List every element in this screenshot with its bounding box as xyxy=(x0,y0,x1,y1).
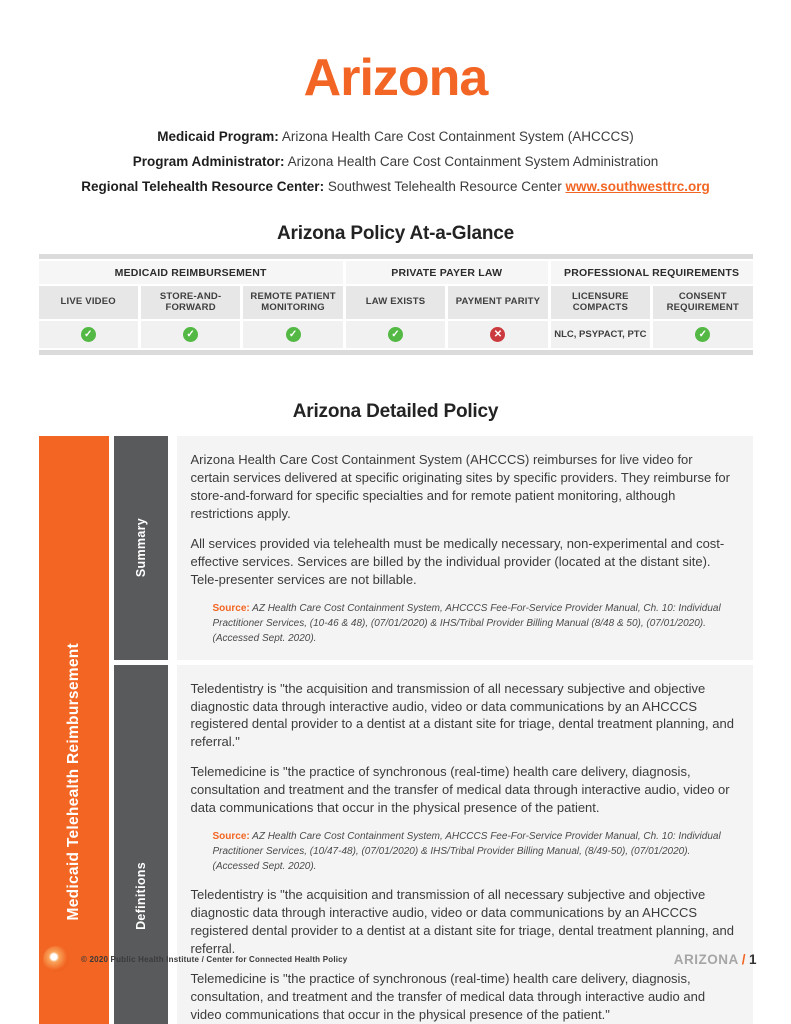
meta-value: Southwest Telehealth Resource Center xyxy=(327,179,562,194)
policy-paragraph: Teledentistry is "the acquisition and transmission of all necessary subjective and objective diagnostic data through interactive audio, video or data communications by an AHCCCS registered dental provider to a dentist at a distant site for triage, dental treatment planning, and referral." xyxy=(190,680,734,750)
check-icon: ✓ xyxy=(388,327,403,342)
table-value-row xyxy=(39,321,753,348)
table-value-cell xyxy=(39,321,138,348)
table-top-border xyxy=(39,254,753,259)
check-icon: ✓ xyxy=(695,327,710,342)
policy-at-a-glance-table xyxy=(39,254,753,355)
meta-label: Regional Telehealth Resource Center: xyxy=(81,179,325,194)
check-icon: ✓ xyxy=(183,327,198,342)
table-bottom-border xyxy=(39,350,753,355)
table-column-header: REMOTE PATIENT MONITORING xyxy=(243,286,342,319)
table-group-header: MEDICAID REIMBURSEMENT xyxy=(39,261,343,284)
table-value-cell xyxy=(551,321,650,348)
glance-heading: Arizona Policy At-a-Glance xyxy=(277,223,514,244)
table-value-cell xyxy=(653,321,752,348)
source-label: Source: xyxy=(212,831,250,843)
licensure-compacts-value: NLC, PSYPACT, PTC xyxy=(554,329,647,340)
cchp-sunburst-logo-icon xyxy=(43,946,69,972)
section-content xyxy=(177,436,753,660)
policy-paragraph: Telemedicine is "the practice of synchronous (real-time) health care delivery, diagnosis, consultation and treatment and the transfer of medical data through interactive audio, video or data communications that occur in the physical presence of the patient. xyxy=(190,764,730,816)
table-group-header: PROFESSIONAL REQUIREMENTS xyxy=(551,261,753,284)
detailed-policy-block xyxy=(39,436,753,1024)
resource-center-link[interactable]: www.southwesttrc.org xyxy=(565,179,710,194)
page-footer xyxy=(43,946,757,972)
page-title: Arizona xyxy=(303,49,488,107)
table-value-cell xyxy=(141,321,240,348)
footer-state-label: ARIZONA xyxy=(673,951,739,967)
table-value-cell xyxy=(448,321,547,348)
meta-line xyxy=(0,174,791,199)
footer-separator: / xyxy=(741,951,746,967)
table-header-row xyxy=(39,286,753,319)
section-label: Definitions xyxy=(133,862,148,930)
policy-paragraph: Teledentistry is "the acquisition and transmission of all necessary subjective and objective diagnostic data through interactive audio, video or data communications by an AHCCCS registered dental provider to a dentist at a distant site for triage, dental treatment planning, and referral. xyxy=(190,887,734,956)
policy-paragraph: All services provided via telehealth must be medically necessary, non-experimental and cost-effective services. Services are billed by the individual provider (located at the distant site). Tele-presenter services are not billable. xyxy=(190,535,725,587)
page-number xyxy=(674,952,757,967)
category-label: Medicaid Telehealth Reimbursement xyxy=(64,643,82,921)
footer-page-num: 1 xyxy=(748,951,757,967)
detail-section-summary xyxy=(114,436,753,660)
table-column-header: LAW EXISTS xyxy=(346,286,445,319)
cross-icon: ✕ xyxy=(490,327,505,342)
meta-value: Arizona Health Care Cost Containment System Administration xyxy=(287,154,659,169)
meta-label: Program Administrator: xyxy=(132,154,285,169)
table-value-cell xyxy=(243,321,342,348)
table-column-header: PAYMENT PARITY xyxy=(448,286,547,319)
meta-line xyxy=(0,149,791,174)
source-text: AZ Health Care Cost Containment System, AHCCCS Fee-For-Service Provider Manual, Ch. 10: Individual Practitioner Services, (10/47-48), (07/01/2020) & IHS/Tribal Provider Billing Manual, (8/49-50), (07/01/2020). (Accessed Sept. 2020). xyxy=(212,831,721,873)
detail-heading: Arizona Detailed Policy xyxy=(292,401,499,422)
policy-paragraph: Arizona Health Care Cost Containment System (AHCCCS) reimburses for live video for certain services delivered at specific originating sites by specific providers. They reimburse for store-and-forward for specific specialties and for remote patient monitoring, although restrictions apply. xyxy=(190,452,730,521)
policy-paragraph: Telemedicine is "the practice of synchronous (real-time) health care delivery, diagnosis, consultation, and treatment and the transfer of medical data through interactive audio and video communications that occur in the physical presence of the patient." xyxy=(190,970,706,1022)
section-label: Summary xyxy=(133,518,148,578)
table-column-header: CONSENT REQUIREMENT xyxy=(653,286,752,319)
table-group-row xyxy=(39,261,753,284)
table-value-cell xyxy=(346,321,445,348)
category-sidebar xyxy=(39,436,109,1024)
source-citation xyxy=(213,601,725,646)
table-column-header: LICENSURE COMPACTS xyxy=(551,286,650,319)
meta-line xyxy=(0,124,791,149)
source-label: Source: xyxy=(212,602,250,614)
check-icon: ✓ xyxy=(286,327,301,342)
section-sidebar xyxy=(114,436,168,660)
source-citation xyxy=(213,829,725,874)
table-column-header: LIVE VIDEO xyxy=(39,286,138,319)
source-text: AZ Health Care Cost Containment System, AHCCCS Fee-For-Service Provider Manual, Ch. 10: Individual Practitioner Services, (10-46 & 48), (07/01/2020) & IHS/Tribal Provider Billing Manual (8/48 & 50), (07/01/2020). (Accessed Sept. 2020). xyxy=(212,602,721,644)
copyright-text: © 2020 Public Health Institute / Center for Connected Health Policy xyxy=(81,954,348,964)
table-column-header: STORE-AND-FORWARD xyxy=(141,286,240,319)
detail-rows xyxy=(114,436,753,1024)
check-icon: ✓ xyxy=(81,327,96,342)
table-group-header: PRIVATE PAYER LAW xyxy=(346,261,548,284)
meta-lines xyxy=(0,124,791,199)
meta-value: Arizona Health Care Cost Containment System (AHCCCS) xyxy=(281,129,634,144)
meta-label: Medicaid Program: xyxy=(157,129,279,144)
